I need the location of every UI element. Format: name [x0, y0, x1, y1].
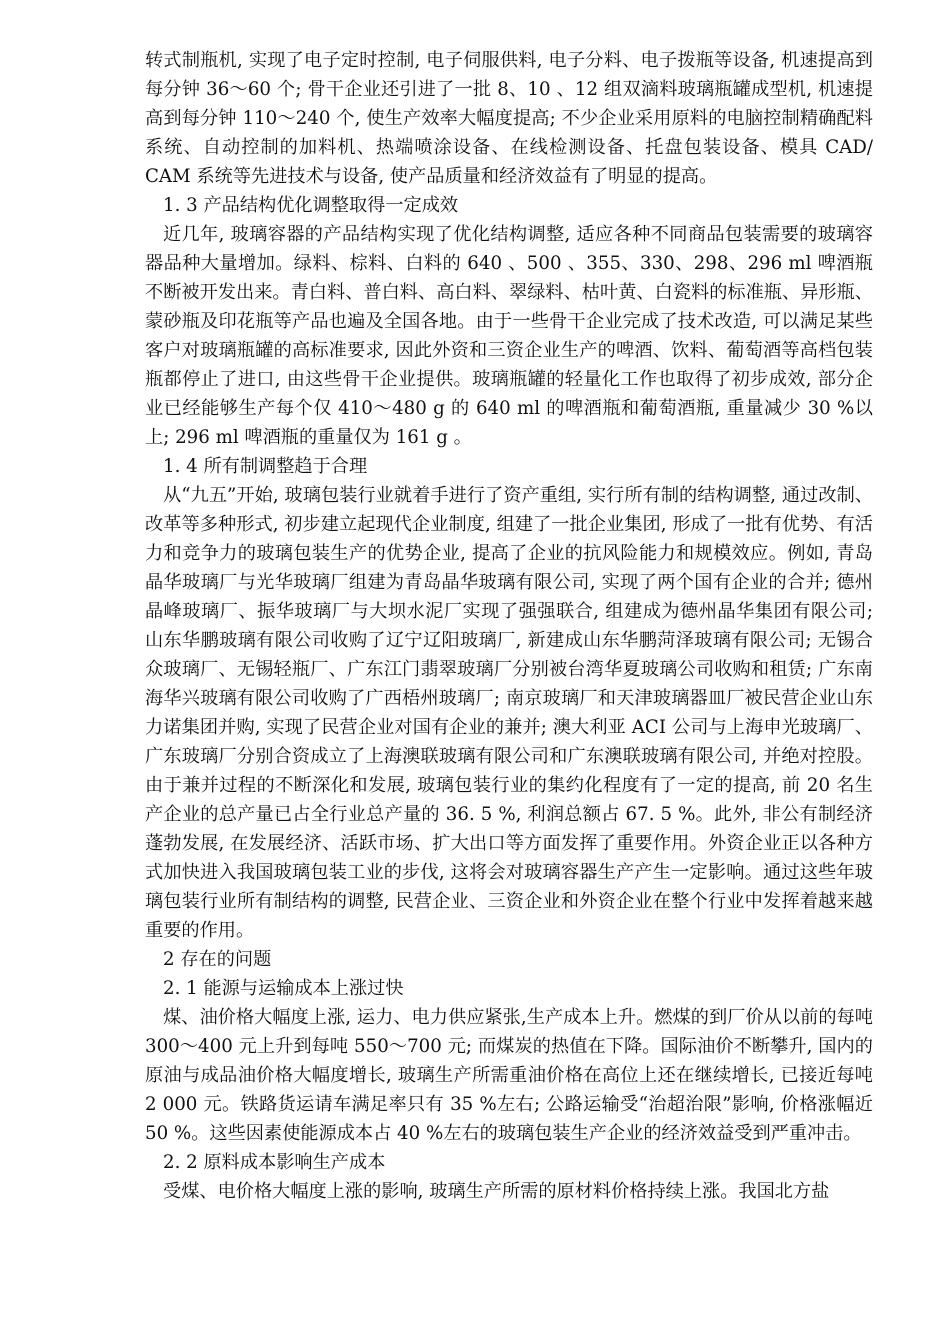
section-heading-1-3: 1. 3 产品结构优化调整取得一定成效 [163, 195, 459, 216]
document-page [145, 46, 873, 1206]
paragraph-raw-material: 受煤、电价格大幅度上涨的影响, 玻璃生产所需的原材料价格持续上涨。我国北方盐 [163, 1181, 830, 1202]
section-heading-2-1: 2. 1 能源与运输成本上涨过快 [163, 978, 404, 999]
paragraph-machinery: 转式制瓶机, 实现了电子定时控制, 电子伺服供料, 电子分料、电子拨瓶等设备, 机速提高到每分钟 36～60 个; 骨干企业还引进了一批 8、10 、12 组双滴料玻璃瓶罐成型机, 机速提高到每分钟 110～240 个, 使生产效率大幅度提高; 不少企业采用原料的电脑控制精确配料系统、自动控制的加料机、热端喷涂设备、在线检测设备、托盘包装设备、模具 CAD/ CAM 系统等先进技术与设备, 使产品质量和经济效益有了明显的提高。 [145, 50, 873, 187]
section-heading-1-4: 1. 4 所有制调整趋于合理 [163, 456, 368, 477]
section-heading-2: 2 存在的问题 [163, 949, 272, 970]
paragraph-ownership: 从“九五”开始, 玻璃包装行业就着手进行了资产重组, 实行所有制的结构调整, 通过改制、改革等多种形式, 初步建立起现代企业制度, 组建了一批企业集团, 形成了一批有优势、有活力和竞争力的玻璃包装生产的优势企业, 提高了企业的抗风险能力和规模效应。例如, 青岛晶华玻璃厂与光华玻璃厂组建为青岛晶华玻璃有限公司, 实现了两个国有企业的合并; 德州晶峰玻璃厂、振华玻璃厂与大坝水泥厂实现了强强联合, 组建成为德州晶华集团有限公司; 山东华鹏玻璃有限公司收购了辽宁辽阳玻璃厂, 新建成山东华鹏菏泽玻璃有限公司; 无锡合众玻璃厂、无锡轻瓶厂、广东江门翡翠玻璃厂分别被台湾华夏玻璃公司收购和租赁; 广东南海华兴玻璃有限公司收购了广西梧州玻璃厂; 南京玻璃厂和天津玻璃器皿厂被民营企业山东力诺集团并购, 实现了民营企业对国有企业的兼并; 澳大利亚 ACI 公司与上海申光玻璃厂、广东玻璃厂分别合资成立了上海澳联玻璃有限公司和广东澳联玻璃有限公司, 并绝对控股。由于兼并过程的不断深化和发展, 玻璃包装行业的集约化程度有了一定的提高, 前 20 名生产企业的总产量已占全行业总产量的 36. 5 %, 利润总额占 67. 5 %。此外, 非公有制经济蓬勃发展, 在发展经济、活跃市场、扩大出口等方面发挥了重要作用。外资企业正以各种方式加快进入我国玻璃包装工业的步伐, 这将会对玻璃容器生产产生一定影响。通过这些年玻璃包装行业所有制结构的调整, 民营企业、三资企业和外资企业在整个行业中发挥着越来越重要的作用。 [145, 485, 873, 941]
paragraph-product-structure: 近几年, 玻璃容器的产品结构实现了优化结构调整, 适应各种不同商品包装需要的玻璃容器品种大量增加。绿料、棕料、白料的 640 、500 、355、330、298、296 ml 啤酒瓶不断被开发出来。青白料、普白料、高白料、翠绿料、枯叶黄、白瓷料的标准瓶、异形瓶、蒙砂瓶及印花瓶等产品也遍及全国各地。由于一些骨干企业完成了技术改造, 可以满足某些客户对玻璃瓶罐的高标准要求, 因此外资和三资企业生产的啤酒、饮料、葡萄酒等高档包装瓶都停止了进口, 由这些骨干企业提供。玻璃瓶罐的轻量化工作也取得了初步成效, 部分企业已经能够生产每个仅 410～480 g 的 640 ml 的啤酒瓶和葡萄酒瓶, 重量减少 30 %以上; 296 ml 啤酒瓶的重量仅为 161 g 。 [145, 224, 873, 448]
section-heading-2-2: 2. 2 原料成本影响生产成本 [163, 1152, 386, 1173]
paragraph-energy-transport: 煤、油价格大幅度上涨, 运力、电力供应紧张,生产成本上升。燃煤的到厂价从以前的每吨 300～400 元上升到每吨 550～700 元; 而煤炭的热值在下降。国际油价不断攀升, 国内的原油与成品油价格大幅度增长, 玻璃生产所需重油价格在高位上还在继续增长, 已接近每吨 2 000 元。铁路货运请车满足率只有 35 %左右; 公路运输受“治超治限”影响, 价格涨幅近 50 %。这些因素使能源成本占 40 %左右的玻璃包装生产企业的经济效益受到严重冲击。 [145, 1007, 873, 1144]
